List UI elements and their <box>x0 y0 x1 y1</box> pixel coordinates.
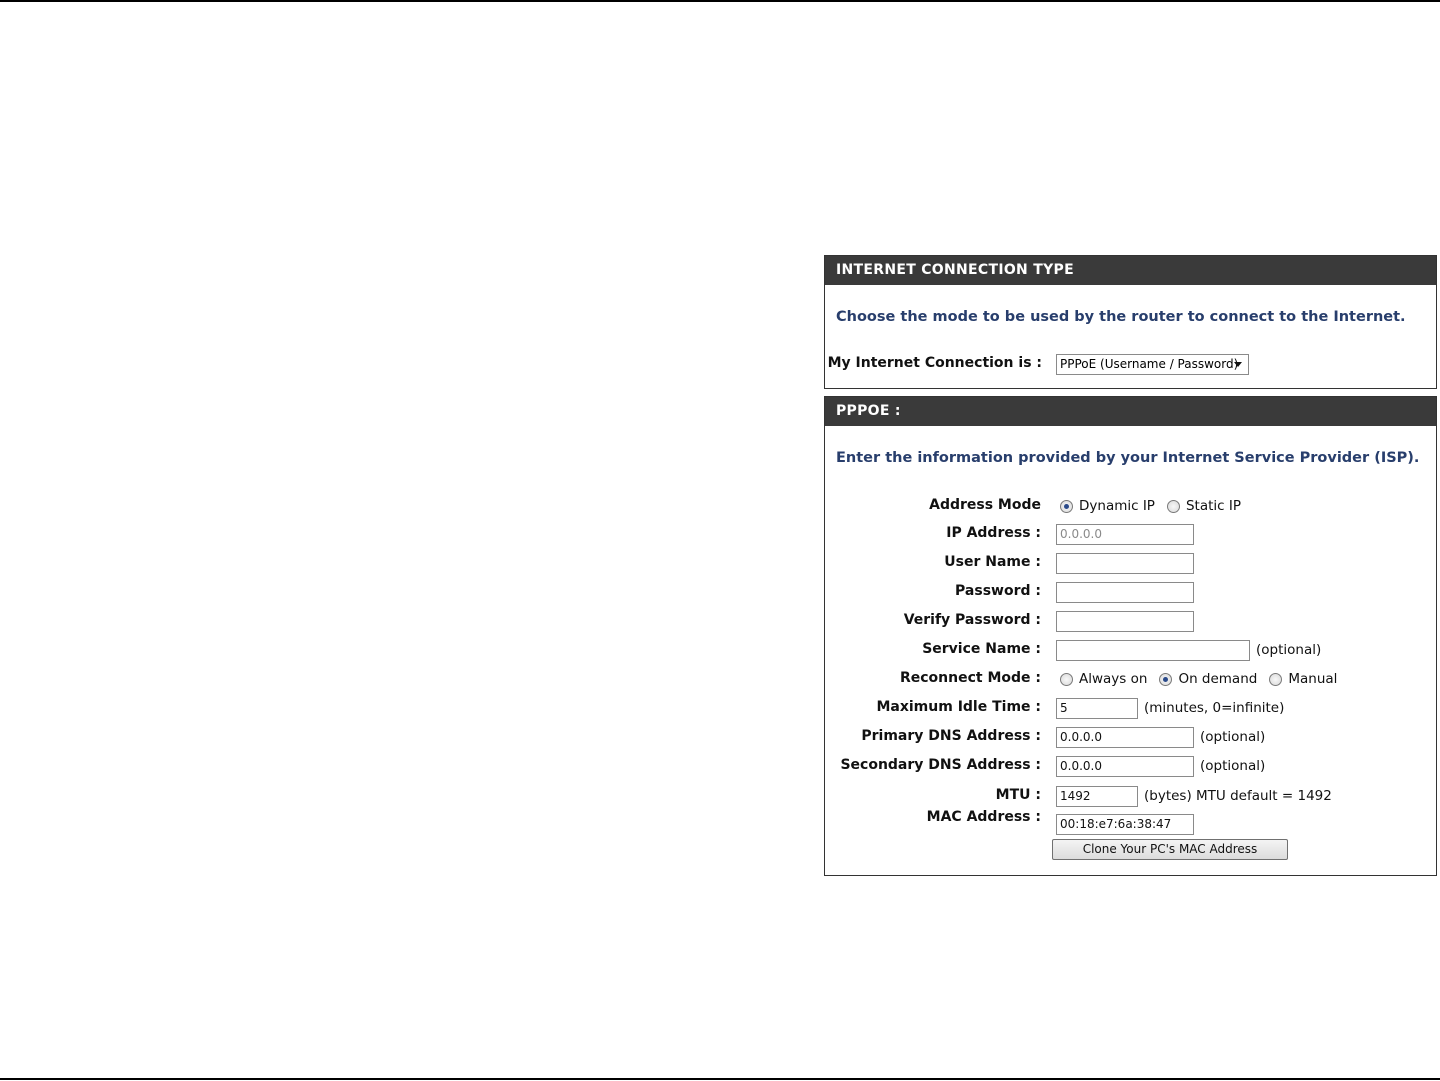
always-on-radio[interactable] <box>1060 673 1073 686</box>
dynamic-ip-radio[interactable] <box>1060 500 1073 513</box>
primary-dns-label: Primary DNS Address : <box>861 728 1041 744</box>
clone-mac-control <box>1052 836 1288 862</box>
ip-address-input[interactable] <box>1056 524 1194 545</box>
user-name-label: User Name : <box>944 554 1041 570</box>
verify-password-input[interactable] <box>1056 611 1194 632</box>
mac-address-row <box>825 811 1436 837</box>
ip-address-label: IP Address : <box>946 525 1041 541</box>
pppoe-panel <box>824 396 1437 876</box>
top-divider <box>0 0 1440 2</box>
connection-type-row <box>825 351 1436 377</box>
user-name-input[interactable] <box>1056 553 1194 574</box>
secondary-dns-control <box>1056 753 1265 779</box>
dynamic-ip-label: Dynamic IP <box>1079 498 1155 514</box>
verify-password-label: Verify Password : <box>903 612 1041 628</box>
mac-address-label: MAC Address : <box>926 809 1041 825</box>
max-idle-time-control <box>1056 695 1284 721</box>
connection-type-control <box>1056 351 1249 377</box>
verify-password-row <box>825 608 1436 634</box>
secondary-dns-input[interactable] <box>1056 756 1194 777</box>
service-name-input[interactable] <box>1056 640 1250 661</box>
always-on-label: Always on <box>1079 671 1148 687</box>
mtu-input[interactable] <box>1056 786 1138 807</box>
address-mode-row <box>825 493 1436 519</box>
secondary-dns-note: (optional) <box>1200 758 1266 774</box>
static-ip-radio[interactable] <box>1167 500 1180 513</box>
secondary-dns-label: Secondary DNS Address : <box>840 757 1041 773</box>
clone-mac-row <box>825 836 1436 862</box>
password-row <box>825 579 1436 605</box>
on-demand-label: On demand <box>1178 671 1258 687</box>
service-name-label: Service Name : <box>922 641 1041 657</box>
mac-address-control <box>1056 811 1194 837</box>
mtu-label: MTU : <box>995 787 1041 803</box>
reconnect-mode-control <box>1056 666 1345 692</box>
chevron-down-icon <box>1234 362 1242 367</box>
static-ip-label: Static IP <box>1185 498 1241 514</box>
panel-description: Enter the information provided by your Internet Service Provider (ISP). <box>836 450 1420 466</box>
panel-header: PPPOE : <box>825 397 1436 426</box>
address-mode-label: Address Mode <box>929 497 1041 513</box>
mtu-control <box>1056 783 1332 809</box>
primary-dns-input[interactable] <box>1056 727 1194 748</box>
manual-radio[interactable] <box>1269 673 1282 686</box>
max-idle-time-note: (minutes, 0=infinite) <box>1144 700 1285 716</box>
panel-description: Choose the mode to be used by the router to connect to the Internet. <box>836 309 1406 325</box>
on-demand-radio[interactable] <box>1159 673 1172 686</box>
manual-label: Manual <box>1288 671 1338 687</box>
password-input[interactable] <box>1056 582 1194 603</box>
ip-address-control <box>1056 521 1194 547</box>
secondary-dns-row <box>825 753 1436 779</box>
password-label: Password : <box>955 583 1041 599</box>
max-idle-time-row <box>825 695 1436 721</box>
connection-type-select[interactable] <box>1056 354 1249 375</box>
service-name-row <box>825 637 1436 663</box>
mtu-note: (bytes) MTU default = 1492 <box>1144 788 1332 804</box>
panel-header: INTERNET CONNECTION TYPE <box>825 256 1436 285</box>
ip-address-row <box>825 521 1436 547</box>
user-name-row <box>825 550 1436 576</box>
connection-type-label: My Internet Connection is : <box>827 355 1042 371</box>
reconnect-mode-label: Reconnect Mode : <box>899 670 1041 686</box>
clone-mac-button[interactable]: Clone Your PC's MAC Address <box>1052 839 1288 860</box>
primary-dns-row <box>825 724 1436 750</box>
mac-address-input[interactable] <box>1056 814 1194 835</box>
primary-dns-note: (optional) <box>1200 729 1266 745</box>
internet-connection-type-panel <box>824 255 1437 389</box>
bottom-divider <box>0 1078 1440 1080</box>
max-idle-time-input[interactable] <box>1056 698 1138 719</box>
user-name-control <box>1056 550 1194 576</box>
address-mode-control <box>1056 493 1249 519</box>
service-name-note: (optional) <box>1256 642 1322 658</box>
max-idle-time-label: Maximum Idle Time : <box>876 699 1041 715</box>
service-name-control <box>1056 637 1321 663</box>
primary-dns-control <box>1056 724 1265 750</box>
selected-value: PPPoE (Username / Password) <box>1060 357 1239 371</box>
mtu-row <box>825 783 1436 809</box>
reconnect-mode-row <box>825 666 1436 692</box>
verify-password-control <box>1056 608 1194 634</box>
password-control <box>1056 579 1194 605</box>
